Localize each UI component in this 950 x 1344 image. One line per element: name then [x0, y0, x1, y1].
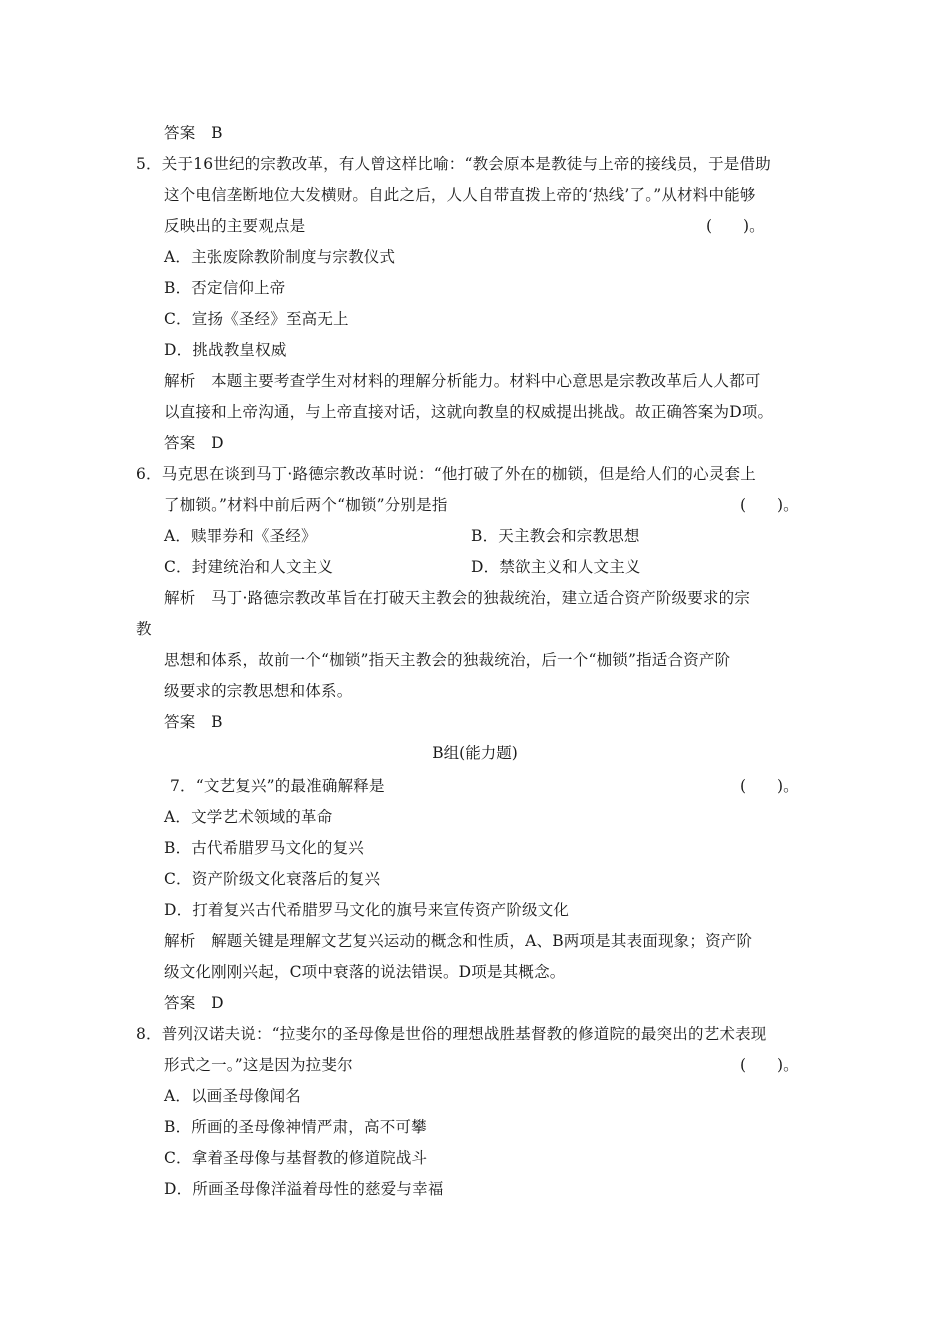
question-8-line-2: 形式之一。”这是因为拉斐尔	[164, 1056, 353, 1074]
answer-line: 答案 D	[164, 434, 224, 452]
option-a: A．文学艺术领域的革命	[164, 808, 333, 826]
option-d: D．打着复兴古代希腊罗马文化的旗号来宣传资产阶级文化	[164, 901, 570, 919]
option-c: C．封建统治和人文主义	[164, 558, 334, 576]
analysis-line-1: 解析 解题关键是理解文艺复兴运动的概念和性质，A、B两项是其表面现象；资产阶	[164, 932, 753, 950]
question-8-line-1: 8．普列汉诺夫说：“拉斐尔的圣母像是世俗的理想战胜基督教的修道院的最突出的艺术表现	[136, 1025, 767, 1043]
question-6-line-1: 6．马克思在谈到马丁·路德宗教改革时说：“他打破了外在的枷锁，但是给人们的心灵套上	[136, 465, 756, 483]
question-5-line-1: 5．关于16世纪的宗教改革，有人曾这样比喻：“教会原本是教徒与上帝的接线员，于是借助	[136, 155, 771, 173]
option-c: C．宣扬《圣经》至高无上	[164, 310, 349, 328]
question-6-line-2: 了枷锁。”材料中前后两个“枷锁”分别是指	[164, 496, 448, 514]
option-a: A．主张废除教阶制度与宗教仪式	[164, 248, 396, 266]
answer-paren: ( )。	[740, 496, 799, 514]
option-b: B．天主教会和宗教思想	[471, 527, 640, 545]
analysis-line-1: 解析 马丁·路德宗教改革旨在打破天主教会的独裁统治，建立适合资产阶级要求的宗	[164, 589, 751, 607]
question-5-line-3: 反映出的主要观点是	[164, 217, 306, 235]
option-b: B．所画的圣母像神情严肃，高不可攀	[164, 1118, 427, 1136]
analysis-line-3: 级要求的宗教思想和体系。	[164, 682, 353, 700]
option-c: C．拿着圣母像与基督教的修道院战斗	[164, 1149, 428, 1167]
question-5-line-2: 这个电信垄断地位大发横财。自此之后，人人自带直拨上帝的‘热线’了。”从材料中能够	[164, 186, 756, 204]
analysis-line-2: 级文化刚刚兴起，C项中衰落的说法错误。D项是其概念。	[164, 963, 566, 981]
section-heading: B组(能力题)	[432, 744, 518, 762]
analysis-wrap: 教	[136, 620, 152, 638]
analysis-line-1: 解析 本题主要考查学生对材料的理解分析能力。材料中心意思是宗教改革后人人都可	[164, 372, 761, 390]
analysis-line-2: 思想和体系，故前一个“枷锁”指天主教会的独裁统治，后一个“枷锁”指适合资产阶	[164, 651, 731, 669]
answer-paren: ( )。	[706, 217, 765, 235]
option-a: A．以画圣母像闻名	[164, 1087, 301, 1105]
option-a: A．赎罪券和《圣经》	[164, 527, 317, 545]
answer-line: 答案 B	[164, 713, 223, 731]
answer-line: 答案 B	[164, 124, 223, 142]
option-b: B．古代希腊罗马文化的复兴	[164, 839, 364, 857]
answer-paren: ( )。	[740, 1056, 799, 1074]
question-7-line-1: 7．“文艺复兴”的最准确解释是	[170, 777, 385, 795]
option-c: C．资产阶级文化衰落后的复兴	[164, 870, 381, 888]
analysis-line-2: 以直接和上帝沟通，与上帝直接对话，这就向教皇的权威提出挑战。故正确答案为D项。	[164, 403, 774, 421]
option-b: B．否定信仰上帝	[164, 279, 286, 297]
option-d: D．挑战教皇权威	[164, 341, 287, 359]
answer-line: 答案 D	[164, 994, 224, 1012]
option-d: D．所画圣母像洋溢着母性的慈爱与幸福	[164, 1180, 444, 1198]
answer-paren: ( )。	[740, 777, 799, 795]
option-d: D．禁欲主义和人文主义	[471, 558, 641, 576]
